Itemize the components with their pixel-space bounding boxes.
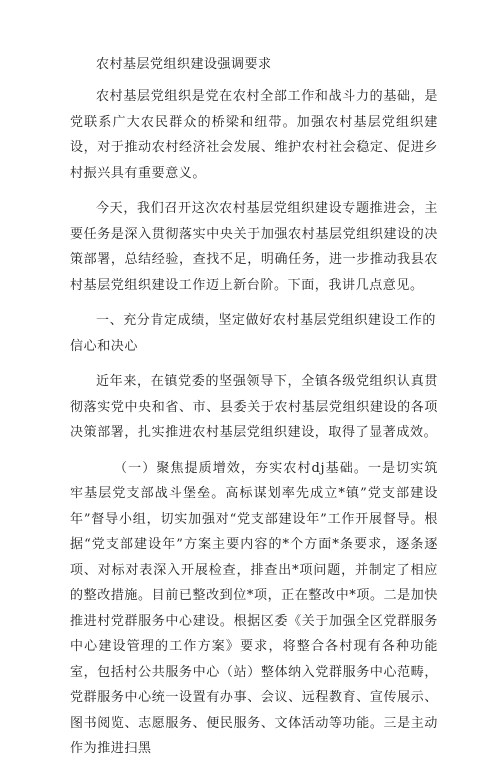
document-title: 农村基层党组织建设强调要求 bbox=[96, 57, 272, 72]
meeting-paragraph: 今天，我们召开这次农村基层党组织建设专题推进会，主要任务是深入贯彻落实中央关于加强农村基层党组织建设的决策部署，总结经验，查找不足，明确任务，进一步推动我县农村基层党组织建设工作迈上新台阶。下面，我讲几点意见。 bbox=[70, 201, 438, 293]
intro-paragraph: 农村基层党组织是党在农村全部工作和战斗力的基础，是党联系广大农民群众的桥梁和纽带。加强农村基层党组织建设，对于推动农村经济社会发展、维护农村社会稳定、促进乡村振兴具有重要意义。 bbox=[70, 89, 438, 181]
section-heading-1: 一、充分肯定成绩，坚定做好农村基层党组织建设工作的信心和决心 bbox=[70, 313, 437, 354]
document-body bbox=[70, 52, 438, 772]
achievements-paragraph: 近年来，在镇党委的坚强领导下，全镇各级党组织认真贯彻落实党中央和省、市、县委关于农村基层党组织建设的各项决策部署，扎实推进农村基层党组织建设，取得了显著成效。 bbox=[70, 374, 438, 440]
subsection-paragraph-1: （一）聚焦提质增效，夯实农村dj基础。一是切实筑牢基层党支部战斗堡垒。高标谋划率先成立*镇”党支部建设年”督导小组，切实加强对“党支部建设年”工作开展督导。根据“党支部建设年”方案主要内容的*个方面*条要求，逐条逐项、对标对表深入开展检查，排查出*项问题，并制定了相应的整改措施。目前已整改到位*项，正在整改中*项。二是加快推进村党群服务中心建设。根据区委《关于加强全区党群服务中心建设管理的工作方案》要求，将整合各村现有各种功能室，包括村公共服务中心（站）整体纳入党群服务中心范畴，党群服务中心统一设置有办事、会议、远程教育、宣传展示、图书阅览、志愿服务、便民服务、文体活动等功能。三是主动作为推进扫黑 bbox=[70, 460, 438, 756]
